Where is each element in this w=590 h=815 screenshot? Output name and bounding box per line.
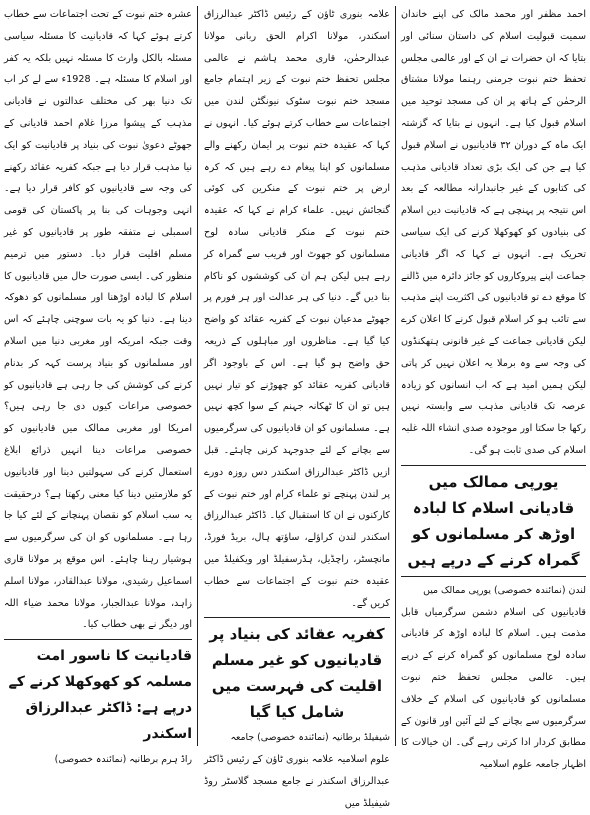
- newspaper-page: [4, 4, 586, 809]
- article-body: علامہ بنوری ٹاؤن کے رئیس ڈاکٹر عبدالرزاق اسکندر، مولانا اکرام الحق ربانی مولانا عبدالرحمٰن، قاری محمد ہاشم نے عالمی مجلس تحفظ ختم نبوت کے زیر اہتمام جامع مسجد ختم نبوت سٹوک نیونگٹن لندن میں اجتماعات سے خطاب کرتے ہوئے کیا۔ انہوں نے کہا کہ عقیدہ ختم نبوت پر ایمان رکھنے والے مسلمانوں کو اپنا پیغام دے رہے ہیں کہ کرہ ارض پر ختم نبوت کے منکرین کی کوئی گنجائش نہیں۔ علماء کرام نے کہا کہ عقیدہ ختم نبوت کے منکر قادیانی سادہ لوح مسلمانوں کو جھوٹ اور فریب سے گمراہ کر رہے ہیں لیکن ہم ان کی کوششوں کو ناکام بنا دیں گے۔ دنیا کی ہر عدالت اور ہر فورم پر جھوٹے مدعیان نبوت کے کفریہ عقائد کو واضح کیا گیا ہے۔ مناظروں اور مباہلوں کے ذریعہ حق واضح ہو گیا ہے۔ اس کے باوجود اگر قادیانی کفریہ عقائد کو چھوڑنے کو تیار نہیں ہیں تو ان کا ٹھکانہ جہنم کے سوا کچھ نہیں ہے۔ مسلمانوں کو ان قادیانیوں کی سرگرمیوں سے بچانے کے لئے جدوجہد کرنی چاہئے۔ قبل ازیں ڈاکٹر عبدالرزاق اسکندر دس روزہ دورے پر لندن پہنچے تو علماء کرام اور ختم نبوت کے کارکنوں نے ان کا استقبال کیا۔ ڈاکٹر عبدالرزاق اسکندر لندن کراؤلے، ساؤتھ ہال، بریڈ فورڈ، مانچسٹر، راچڈیل، ہڈرسفیلڈ اور ویکفیلڈ میں عقیدہ ختم نبوت کے اجتماعات سے خطاب کریں گے۔: [204, 9, 390, 609]
- article-body: احمد مظفر اور محمد مالک کی اپنے خاندان سمیت قبولیت اسلام کی داستان سنائی اور بتایا کہ ان حضرات نے ان کے اور عالمی مجلس تحفظ ختم نبوت جرمنی رہنما مولانا مشتاق الرحمٰن کے ہاتھ پر ان کی مسجد توحید میں اسلام قبول کیا ہے۔ انہوں نے بتایا کہ گزشتہ ایک ماہ کے دوران ۳۲ قادیانیوں نے اسلام قبول کیا ہے جن کی ایک بڑی تعداد قادیانی مذہب کی کتابوں کے غیر جانبدارانہ مطالعہ کے بعد اس نتیجہ پر پہنچی ہے کہ قادیانیت دین اسلام کی بنیادوں کو کھوکھلا کرنے کی ایک سیاسی تحریک ہے۔ انہوں نے کہا کہ اگر قادیانی جماعت اپنے پیروکاروں کو جائز دائرہ میں ڈالنے کا موقع دے تو قادیانیوں کی اکثریت اپنے مذہب سے تائب ہو کر اسلام قبول کرنے کا اعلان کرے لیکن قادیانی جماعت کے غیر قانونی ہتھکنڈوں کی وجہ سے وہ برملا یہ اعلان نہیں کر پاتی لیکن ہمیں امید ہے کہ اب انسانوں کو زیادہ عرصہ تک قادیانی مذہب سے وابستہ نہیں رکھا جا سکتا اور موجودہ صدی انشاء اللہ غلبہ اسلام کی صدی ثابت ہو گی۔: [401, 9, 586, 456]
- article-body: عشرہ ختم نبوت کے تحت اجتماعات سے خطاب کرتے ہوئے کہا کہ قادیانیت کا مسئلہ سیاسی مسئلہ بالکل وارث کا مسئلہ نہیں بلکہ یہ کفر اور اسلام کا مسئلہ ہے۔ 1928ء سے لے کر اب تک دنیا بھر کی مختلف عدالتوں نے قادیانی مذہب کے پیشوا مرزا غلام احمد قادیانی کے جھوٹے دعویٰ نبوت کی بنیاد پر قادیانیت کو ایک نیا مذہب قرار دیا ہے جبکہ کفریہ عقائد رکھنے کی وجہ سے قادیانیوں کو کافر قرار دیا ہے۔ انہی وجوہات کی بنا پر پاکستان کی قومی اسمبلی نے متفقہ طور پر قادیانیوں کو غیر مسلم اقلیت قرار دیا۔ دستور میں ترمیم منظور کی۔ ایسی صورت حال میں قادیانیوں کا اسلام کا لبادہ اوڑھنا اور مسلمانوں کو دھوکہ دینا ہے۔ دنیا کو یہ بات سوچنی چاہئے کہ اس وقت جبکہ امریکہ اور مغربی دنیا میں اسلام اور مسلمانوں کو بنیاد پرست کہہ کر بدنام کرنے کی کوشش کی جا رہی ہے قادیانیوں کو خصوصی مراعات کیوں دی جا رہی ہیں؟ امریکا اور مغربی ممالک میں قادیانیوں کو خصوصی مراعات دینا انہیں ذرائع ابلاغ استعمال کرنے کی سہولتیں دینا اور قادیانیوں کو ملازمتیں دینا کیا معنی رکھتا ہے؟ درحقیقت یہ سب اسلام کو نقصان پہنچانے کے لئے کیا جا رہا ہے۔ مسلمانوں کو ان کی سرگرمیوں سے ہوشیار رہنا چاہئے۔ اس موقع پر مولانا قاری اسماعیل رشیدی، مولانا عبدالقادر، مولانا اسلم زاہد، مولانا عبدالجبار، مولانا محمد ضیاء اللہ اور دیگر نے بھی خطاب کیا۔: [4, 9, 192, 631]
- column-right: [401, 4, 586, 771]
- dateline: راڈ ہرم برطانیہ (نمائندہ خصوصی): [54, 754, 192, 766]
- column-divider: [197, 6, 198, 746]
- divider: [401, 576, 586, 577]
- dateline: لندن (نمائندہ خصوصی) یورپی ممالک میں: [423, 584, 586, 596]
- divider: [204, 617, 390, 618]
- headline: کفریہ عقائد کی بنیاد پر قادیانیوں کو غیر مسلم اقلیت کی فہرست میں شامل کیا گیا: [209, 625, 385, 722]
- column-divider: [395, 6, 396, 746]
- article-body: قادیانیوں کی اسلام دشمن سرگرمیاں قابل مذمت ہیں۔ اسلام کا لبادہ اوڑھ کر قادیانی سادہ لوح مسلمانوں کو گمراہ کرنے کے درپے ہیں۔ عالمی مجلس تحفظ ختم نبوت مسلمانوں کو قادیانیوں کی اسلام کے خلاف سرگرمیوں سے بچانے کے لئے آئین اور قانون کے مطابق کردار ادا کرتی رہے گی۔ ان خیالات کا اظہار جامعہ علوم اسلامیہ: [401, 606, 586, 771]
- divider: [4, 639, 192, 640]
- column-left: [4, 4, 192, 766]
- article-body: علوم اسلامیہ علامہ بنوری ٹاؤن کے رئیس ڈاکٹر عبدالرزاق اسکندر نے جامع مسجد گلاسٹر روڈ شیفیلڈ میں: [204, 754, 390, 809]
- column-middle: [204, 4, 390, 809]
- dateline: شیفیلڈ برطانیہ (نمائندہ خصوصی) جامعہ: [230, 732, 390, 744]
- divider: [401, 465, 586, 466]
- headline: قادیانیت کا ناسور امت مسلمہ کو کھوکھلا کرنے کے درپے ہے: ڈاکٹر عبدالرزاق اسکندر: [8, 648, 192, 743]
- headline: یورپی ممالک میں قادیانی اسلام کا لبادہ اوڑھ کر مسلمانوں کو گمراہ کرنے کے درپے ہیں: [407, 472, 580, 569]
